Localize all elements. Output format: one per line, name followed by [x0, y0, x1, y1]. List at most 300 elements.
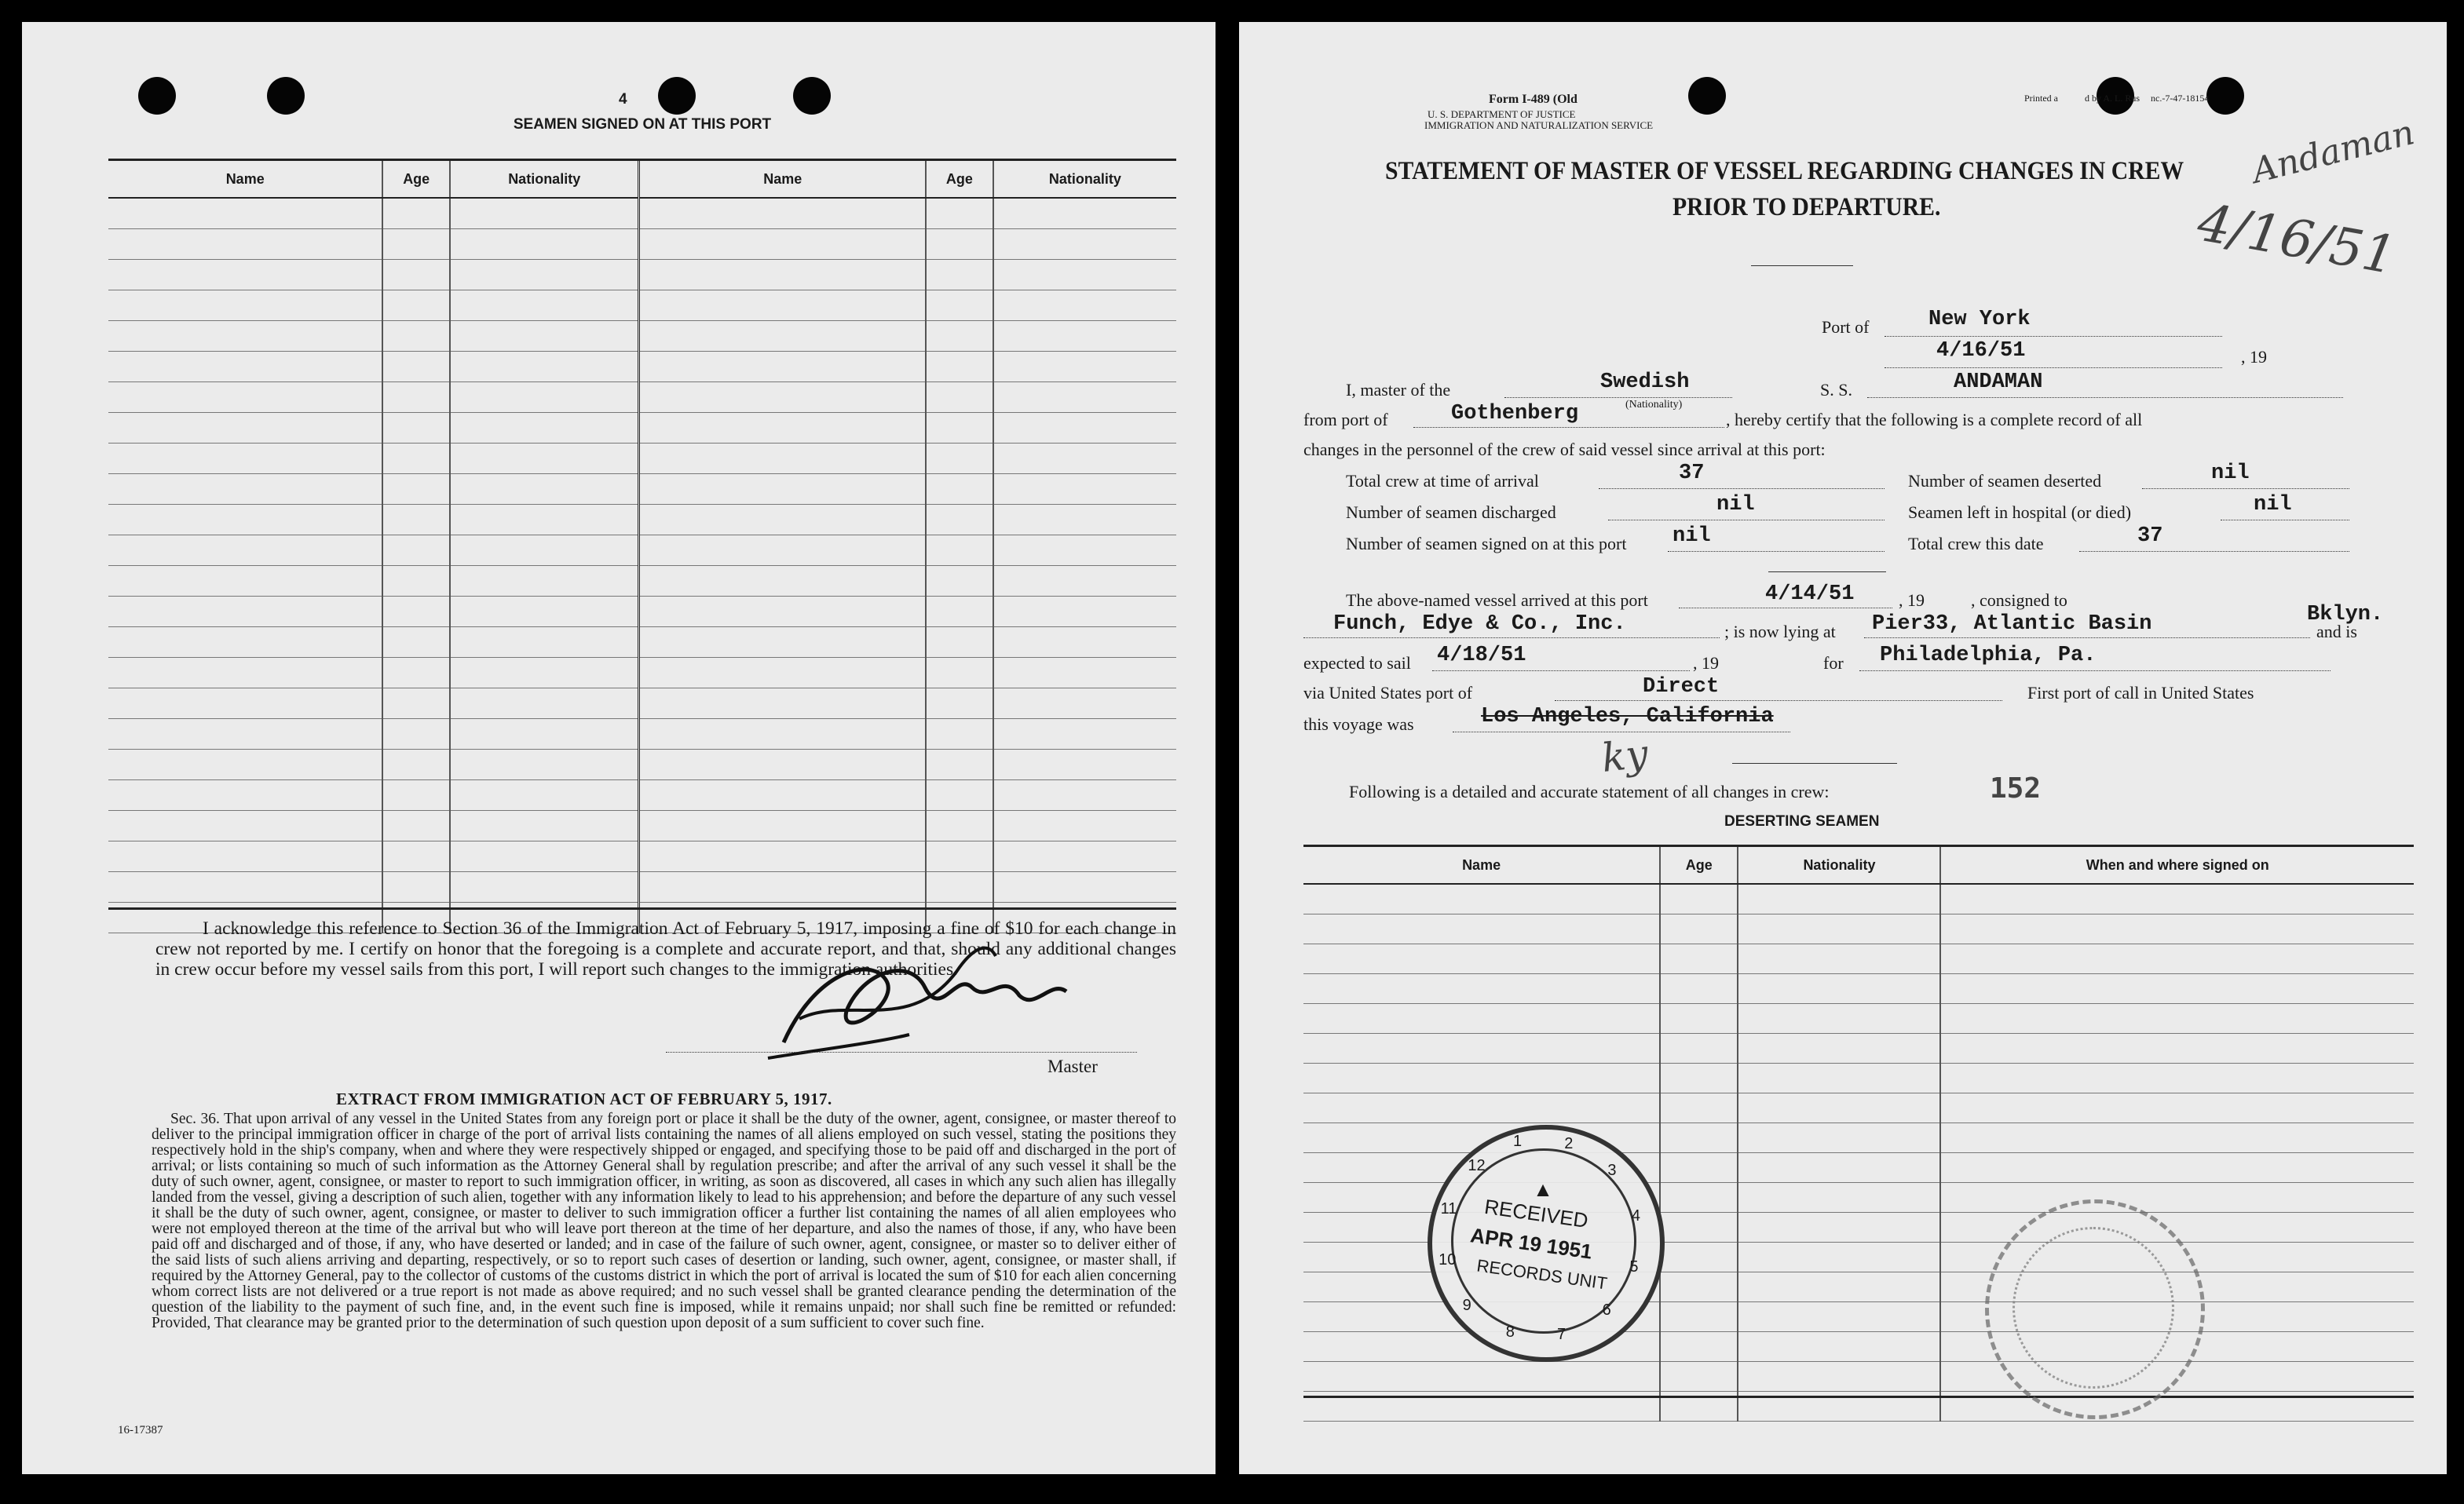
- table-cell: [926, 382, 993, 413]
- table-cell: [639, 474, 926, 505]
- table-row: [108, 750, 1176, 780]
- received-stamp: [1428, 1125, 1665, 1362]
- table-cell: [108, 260, 382, 290]
- file-number: 152: [1990, 772, 2042, 805]
- table-cell: [1940, 944, 2414, 974]
- table-cell: [450, 535, 639, 566]
- table-row: [108, 841, 1176, 872]
- punch-hole: [1688, 77, 1726, 115]
- table-cell: [1660, 1332, 1738, 1362]
- table-cell: [993, 688, 1176, 719]
- table-cell: [1738, 944, 1940, 974]
- consignee-value: Funch, Edye & Co., Inc.: [1333, 612, 1626, 636]
- stamp-arrow-icon: ▲: [1533, 1178, 1553, 1201]
- table-cell: [926, 688, 993, 719]
- table-cell: [639, 841, 926, 872]
- table-cell: [1738, 1243, 1940, 1272]
- table-cell: [382, 841, 450, 872]
- table-cell: [108, 627, 382, 658]
- form-title-line2: PRIOR TO DEPARTURE.: [1673, 193, 1941, 221]
- table-cell: [1738, 1332, 1940, 1362]
- column-header-age: Age: [382, 161, 450, 198]
- year-suffix: , 19: [2241, 347, 2267, 367]
- expected-year: , 19: [1693, 653, 1719, 673]
- table-row: [108, 413, 1176, 444]
- table-cell: [108, 535, 382, 566]
- table-cell: [108, 566, 382, 597]
- table-cell: [108, 444, 382, 474]
- table-cell: [108, 382, 382, 413]
- table-cell: [1738, 914, 1940, 944]
- table-cell: [993, 627, 1176, 658]
- table-row: [108, 780, 1176, 811]
- signed-on-line: [1668, 551, 1885, 552]
- table-cell: [1738, 1034, 1940, 1064]
- stamp-number: 7: [1556, 1325, 1567, 1343]
- table-cell: [382, 198, 450, 229]
- table-cell: [450, 658, 639, 688]
- page-number: 4: [619, 91, 627, 108]
- table-cell: [1738, 884, 1940, 914]
- for-label: for: [1823, 653, 1844, 673]
- acknowledgement-text: I acknowledge this reference to Section 36 of the Immigration Act of February 5, 1917, imposing a fine of $10 for each change in crew not reported by me. I certify on honor that the foregoing is a complete and accurate report, and that, should any additional changes in crew occur before my vessel sails from this port, I will report such changes to the immigration authorities.: [155, 918, 1176, 980]
- table-cell: [1303, 1004, 1660, 1034]
- table-cell: [382, 811, 450, 841]
- stamp-number: 8: [1505, 1323, 1515, 1342]
- table-cell: [926, 474, 993, 505]
- table-row: [108, 198, 1176, 229]
- table-cell: [1660, 884, 1738, 914]
- extract-text: Sec. 36. That upon arrival of any vessel in the United States from any foreign port or place it shall be the duty of the owner, agent, consignee, or master thereof to deliver to the principal immigration officer in charge of the port of arrival lists containing the names of all aliens employed on such vessel, stating the positions they respectively hold in the ship's company, when and where they were respectively shipped or engaged, and specifying those to be paid off and discharged in the port of arrival; or lists containing so much of such information as the Attorney General shall by regulation prescribe; and after the arrival of any such vessel it shall be the duty of such owner, agent, consignee, or master to report to such immigration officer, in writing, as soon as discovered, all cases in which any such alien has illegally landed from the vessel, giving a description of such alien, together with any information likely to lead to his apprehension; and before the departure of any such vessel it shall be the duty of such owner, agent, consignee, or master to deliver to such immigration officer a further list containing the names of all alien employees who were not employed thereon at the time of the arrival but who will leave port thereon at the time of her departure, and also the names of those, if any, who have been paid off and discharged and of those, if any, who have deserted or landed; and in case of the failure of such owner, agent, consignee, or master so to deliver either of the said lists of such aliens arriving and departing, respectively, or so to report such cases of desertion or landing, such owner, agent, consignee, or master shall, if required by the Attorney General, pay to the collector of customs of the customs district in which the port of arrival is located the sum of $10 for each alien concerning whom correct lists are not delivered or a true report is not made as above required; and no such vessel shall be granted clearance pending the determination of the question of the liability to the payment of such fine, and, in the event such fine is imposed, while it remains unpaid; nor shall such fine be remitted or refunded: Provided, That clearance may be granted prior to the determination of such question upon deposit of a sum sufficient to cover such fine.: [152, 1111, 1176, 1331]
- stamp-number: 2: [1564, 1134, 1574, 1152]
- table-cell: [450, 321, 639, 352]
- table-cell: [1660, 1272, 1738, 1302]
- table-cell: [382, 535, 450, 566]
- from-port-value: Gothenberg: [1451, 402, 1579, 425]
- date-field-line: [1885, 367, 2222, 368]
- table-cell: [1660, 1243, 1738, 1272]
- stamp-received: RECEIVED: [1482, 1194, 1590, 1233]
- table-cell: [108, 505, 382, 535]
- table-cell: [382, 597, 450, 627]
- table-cell: [639, 750, 926, 780]
- table-cell: [993, 750, 1176, 780]
- column-header-age: Age: [926, 161, 993, 198]
- port-field-line: [1885, 336, 2222, 337]
- voyage-label: this voyage was: [1303, 714, 1414, 734]
- table-cell: [382, 290, 450, 321]
- hospital-label: Seamen left in hospital (or died): [1908, 502, 2132, 522]
- table-cell: [1940, 1034, 2414, 1064]
- stamp-number: 3: [1607, 1162, 1617, 1180]
- form-number: Form I-489 (Old: [1489, 93, 1577, 106]
- table-cell: [993, 566, 1176, 597]
- table-cell: [639, 229, 926, 260]
- extract-title: EXTRACT FROM IMMIGRATION ACT OF FEBRUARY 5, 1917.: [336, 1090, 832, 1108]
- stamp-number: 1: [1513, 1133, 1523, 1151]
- column-header-name: Name: [108, 161, 382, 198]
- deserting-table-bottom-rule: [1303, 1396, 2414, 1398]
- arrived-value: 4/14/51: [1765, 582, 1855, 606]
- hospital-value: nil: [2254, 493, 2292, 517]
- table-cell: [1940, 884, 2414, 914]
- table-cell: [993, 229, 1176, 260]
- total-arrival-label: Total crew at time of arrival: [1346, 471, 1539, 491]
- table-cell: [926, 750, 993, 780]
- table-cell: [993, 811, 1176, 841]
- certify-text: , hereby certify that the following is a complete record of all: [1726, 410, 2143, 429]
- stamp-unit: RECORDS UNIT: [1475, 1255, 1609, 1294]
- total-date-line: [2079, 551, 2349, 552]
- table-cell: [926, 505, 993, 535]
- table-cell: [450, 841, 639, 872]
- consigned-label: , consigned to: [1971, 590, 2067, 610]
- expected-value: 4/18/51: [1437, 644, 1526, 667]
- table-row: [108, 352, 1176, 382]
- table-cell: [993, 658, 1176, 688]
- table-cell: [639, 688, 926, 719]
- date-value: 4/16/51: [1936, 339, 2026, 363]
- punch-hole: [793, 77, 831, 115]
- table-cell: [382, 474, 450, 505]
- table-cell: [108, 811, 382, 841]
- table-cell: [382, 750, 450, 780]
- table-cell: [639, 352, 926, 382]
- table-cell: [993, 780, 1176, 811]
- table-row: [1303, 1064, 2414, 1093]
- table-cell: [1660, 1362, 1738, 1392]
- signed-on-table: [108, 161, 1176, 933]
- table-cell: [382, 658, 450, 688]
- nationality-value: Swedish: [1600, 371, 1690, 394]
- consignee-line: [1303, 637, 1720, 638]
- signed-on-value: nil: [1673, 524, 1711, 548]
- table-cell: [993, 321, 1176, 352]
- punch-hole: [658, 77, 696, 115]
- for-value: Philadelphia, Pa.: [1880, 644, 2097, 667]
- table-row: [108, 444, 1176, 474]
- total-date-label: Total crew this date: [1908, 534, 2044, 553]
- table-cell: [108, 198, 382, 229]
- table-cell: [382, 627, 450, 658]
- stamp-date: APR 19 1951: [1468, 1223, 1594, 1264]
- table-row: [1303, 914, 2414, 944]
- discharged-value: nil: [1716, 493, 1755, 517]
- table-cell: [926, 719, 993, 750]
- table-cell: [450, 566, 639, 597]
- table-cell: [1303, 1064, 1660, 1093]
- table-cell: [926, 811, 993, 841]
- table-cell: [1303, 914, 1660, 944]
- signature-line: [666, 1052, 1137, 1053]
- lying-line: [1864, 637, 2310, 638]
- table-row: [1303, 1362, 2414, 1392]
- punch-hole: [267, 77, 305, 115]
- table-cell: [639, 566, 926, 597]
- table-cell: [926, 198, 993, 229]
- table-cell: [450, 382, 639, 413]
- stamp-number: 4: [1631, 1207, 1640, 1225]
- total-arrival-value: 37: [1679, 462, 1705, 485]
- first-port-label: First port of call in United States: [2027, 683, 2254, 703]
- table-cell: [108, 474, 382, 505]
- table-cell: [108, 719, 382, 750]
- arrived-year: , 19: [1899, 590, 1925, 610]
- table-cell: [108, 597, 382, 627]
- table-cell: [1660, 1213, 1738, 1243]
- master-of-label: I, master of the: [1346, 380, 1451, 400]
- table-cell: [1660, 1004, 1738, 1034]
- via-label: via United States port of: [1303, 683, 1473, 703]
- table-cell: [450, 290, 639, 321]
- table-cell: [382, 688, 450, 719]
- table-cell: [450, 260, 639, 290]
- table-cell: [926, 566, 993, 597]
- table-cell: [1303, 884, 1660, 914]
- table-cell: [1303, 1093, 1660, 1123]
- table-row: [108, 229, 1176, 260]
- stamp-number: 10: [1439, 1250, 1457, 1269]
- faint-stamp-inner-ring: [2013, 1227, 2174, 1389]
- expected-label: expected to sail: [1303, 653, 1411, 673]
- table-cell: [450, 688, 639, 719]
- table-cell: [639, 505, 926, 535]
- table-cell: [108, 321, 382, 352]
- table-cell: [639, 413, 926, 444]
- table-cell: [450, 597, 639, 627]
- table-cell: [926, 872, 993, 903]
- table-cell: [639, 321, 926, 352]
- table-row: [108, 688, 1176, 719]
- table-cell: [926, 321, 993, 352]
- table-cell: [450, 627, 639, 658]
- table-cell: [382, 566, 450, 597]
- stamp-number: 11: [1440, 1199, 1457, 1217]
- service: IMMIGRATION AND NATURALIZATION SERVICE: [1424, 119, 1654, 131]
- deserting-table: [1303, 847, 2414, 1422]
- table-cell: [639, 597, 926, 627]
- table-cell: [1738, 1093, 1940, 1123]
- table-cell: [1738, 1004, 1940, 1034]
- table-cell: [450, 750, 639, 780]
- table-cell: [993, 198, 1176, 229]
- table-cell: [639, 382, 926, 413]
- table-row: [108, 260, 1176, 290]
- table-row: [1303, 1123, 2414, 1153]
- table-cell: [1660, 1183, 1738, 1213]
- table-cell: [993, 474, 1176, 505]
- changes-text: changes in the personnel of the crew of said vessel since arrival at this port:: [1303, 440, 1826, 459]
- table-cell: [1660, 1064, 1738, 1093]
- deserted-value: nil: [2211, 462, 2250, 485]
- handwritten-vessel-name: Andaman: [2247, 112, 2418, 192]
- stamp-number: 5: [1629, 1258, 1639, 1276]
- table-cell: [1940, 1183, 2414, 1213]
- department: U. S. DEPARTMENT OF JUSTICE: [1428, 108, 1576, 120]
- ship-value: ANDAMAN: [1954, 371, 2043, 394]
- table-cell: [639, 719, 926, 750]
- table-row: [108, 597, 1176, 627]
- table-cell: [108, 750, 382, 780]
- table-cell: [926, 841, 993, 872]
- column-header-nationality: Nationality: [450, 161, 639, 198]
- port-label: Port of: [1822, 317, 1870, 337]
- left-page: [22, 22, 1216, 1474]
- table-row: [1303, 1034, 2414, 1064]
- total-arrival-line: [1599, 488, 1885, 489]
- right-page: [1239, 22, 2447, 1474]
- table-cell: [108, 413, 382, 444]
- table-cell: [382, 229, 450, 260]
- printer-note: Printed a d by A. L. Rus nc.-7-47-18154: [2024, 93, 2210, 104]
- table-cell: [1303, 944, 1660, 974]
- table-row: [108, 535, 1176, 566]
- table-cell: [993, 382, 1176, 413]
- table-cell: [639, 260, 926, 290]
- table-cell: [450, 719, 639, 750]
- table-cell: [993, 872, 1176, 903]
- arrived-label: The above-named vessel arrived at this port: [1346, 590, 1648, 610]
- table-cell: [926, 290, 993, 321]
- section-title: SEAMEN SIGNED ON AT THIS PORT: [513, 116, 772, 133]
- table-cell: [926, 780, 993, 811]
- punch-hole: [138, 77, 176, 115]
- for-line: [1859, 670, 2331, 671]
- master-label: Master: [1047, 1057, 1098, 1076]
- table-cell: [1303, 1034, 1660, 1064]
- table-cell: [1303, 1362, 1660, 1392]
- table-row: [1303, 1093, 2414, 1123]
- table-cell: [1738, 1362, 1940, 1392]
- table-row: [1303, 1332, 2414, 1362]
- discharged-label: Number of seamen discharged: [1346, 502, 1556, 522]
- deserted-line: [2142, 488, 2349, 489]
- table-row: [108, 505, 1176, 535]
- signed-on-label: Number of seamen signed on at this port: [1346, 534, 1627, 553]
- table-cell: [1940, 974, 2414, 1004]
- from-port-field-line: [1413, 427, 1724, 428]
- table-cell: [1940, 1064, 2414, 1093]
- table-cell: [926, 229, 993, 260]
- table-cell: [1660, 1123, 1738, 1153]
- ship-field-line: [1867, 397, 2343, 398]
- table-cell: [993, 535, 1176, 566]
- table-row: [1303, 884, 2414, 914]
- table-cell: [639, 658, 926, 688]
- table-row: [108, 811, 1176, 841]
- voyage-value: Los Angeles, California: [1481, 705, 1774, 728]
- table-cell: [382, 872, 450, 903]
- table-cell: [382, 444, 450, 474]
- table-cell: [1738, 1064, 1940, 1093]
- table-cell: [639, 444, 926, 474]
- table-cell: [1738, 1123, 1940, 1153]
- table-cell: [993, 719, 1176, 750]
- table-cell: [450, 198, 639, 229]
- table-cell: [639, 627, 926, 658]
- table-cell: [1660, 914, 1738, 944]
- nationality-caption: (Nationality): [1625, 399, 1683, 411]
- table-cell: [639, 811, 926, 841]
- table-cell: [1940, 1093, 2414, 1123]
- via-value: Direct: [1643, 675, 1720, 699]
- title-divider: [1751, 265, 1853, 266]
- table-cell: [450, 811, 639, 841]
- table-cell: [926, 413, 993, 444]
- table-row: [1303, 1004, 2414, 1034]
- column-header-name: Name: [639, 161, 926, 198]
- lying-value: Pier33, Atlantic Basin: [1872, 612, 2152, 636]
- table-cell: [382, 352, 450, 382]
- table-cell: [450, 780, 639, 811]
- table-row: [108, 658, 1176, 688]
- table-cell: [1738, 974, 1940, 1004]
- table-cell: [450, 352, 639, 382]
- ss-label: S. S.: [1820, 380, 1852, 400]
- from-port-label: from port of: [1303, 410, 1388, 429]
- table-cell: [639, 872, 926, 903]
- table-cell: [993, 597, 1176, 627]
- stats-divider: [1768, 571, 1886, 572]
- expected-line: [1432, 670, 1690, 671]
- handwritten-initials: ky: [1599, 731, 1651, 781]
- table-row: [108, 627, 1176, 658]
- table-cell: [993, 413, 1176, 444]
- table-cell: [993, 352, 1176, 382]
- table-cell: [450, 474, 639, 505]
- table-cell: [926, 627, 993, 658]
- table-cell: [450, 229, 639, 260]
- table-cell: [1738, 1213, 1940, 1243]
- table-cell: [1738, 1183, 1940, 1213]
- table-cell: [382, 780, 450, 811]
- table-row: [108, 566, 1176, 597]
- form-code: 16-17387: [118, 1424, 163, 1436]
- punch-hole: [2206, 77, 2244, 115]
- stamp-number: 6: [1602, 1301, 1611, 1320]
- via-line: [1555, 700, 2002, 701]
- form-title-line1: STATEMENT OF MASTER OF VESSEL REGARDING CHANGES IN CREW: [1385, 157, 2184, 185]
- nationality-field-line: [1504, 397, 1732, 398]
- table-cell: [993, 444, 1176, 474]
- table-cell: [108, 658, 382, 688]
- table-cell: [382, 382, 450, 413]
- table-cell: [639, 535, 926, 566]
- table-row: [1303, 974, 2414, 1004]
- table-cell: [639, 780, 926, 811]
- table-cell: [382, 413, 450, 444]
- voyage-divider: [1732, 763, 1897, 764]
- total-date-value: 37: [2137, 524, 2163, 548]
- table-cell: [1940, 1153, 2414, 1183]
- table-cell: [1660, 974, 1738, 1004]
- column-header-when-where: When and where signed on: [1940, 847, 2414, 884]
- table-cell: [450, 872, 639, 903]
- table-cell: [1660, 944, 1738, 974]
- deserted-label: Number of seamen deserted: [1908, 471, 2102, 491]
- table-cell: [382, 505, 450, 535]
- table-cell: [108, 352, 382, 382]
- column-header-name: Name: [1303, 847, 1660, 884]
- stamp-number: 12: [1468, 1156, 1486, 1174]
- table-cell: [926, 658, 993, 688]
- table-cell: [382, 321, 450, 352]
- following-label: Following is a detailed and accurate statement of all changes in crew:: [1349, 782, 1830, 801]
- table-cell: [382, 719, 450, 750]
- table-cell: [1738, 1302, 1940, 1332]
- table-cell: [108, 229, 382, 260]
- deserting-title: DESERTING SEAMEN: [1724, 813, 1880, 830]
